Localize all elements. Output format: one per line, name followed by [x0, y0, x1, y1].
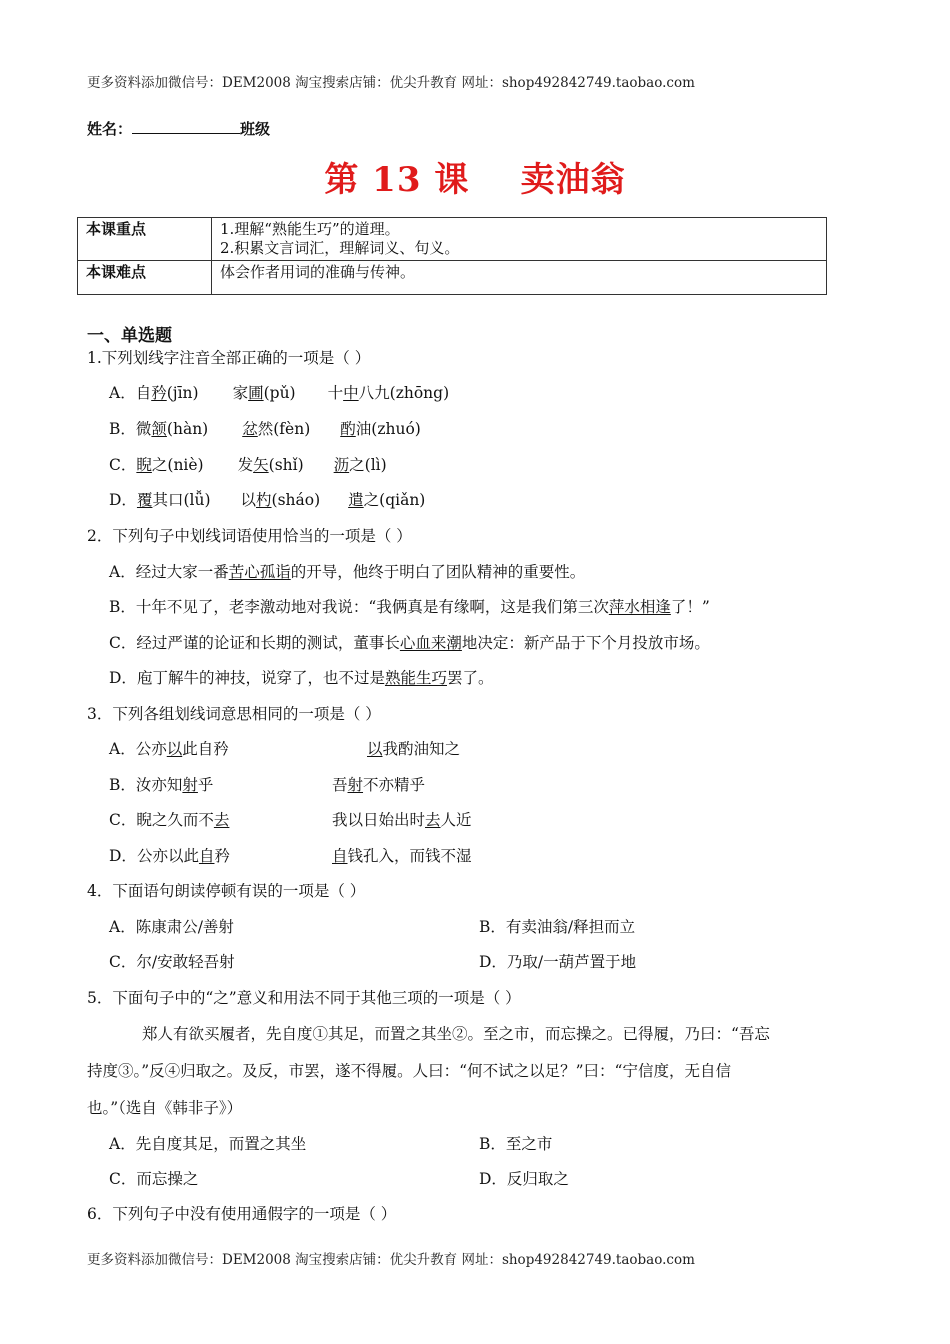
- option-letter: A．: [109, 740, 136, 758]
- q3-option-a[interactable]: [109, 739, 229, 759]
- option-letter: D．: [109, 669, 137, 687]
- text: 公亦以此: [136, 847, 199, 865]
- underlined-phrase: 熟能生巧: [384, 669, 447, 687]
- text: 人近: [440, 811, 472, 829]
- underlined-char: 射: [182, 776, 198, 794]
- underlined-char: 矜: [151, 384, 167, 402]
- text: 庖丁解牛的神技，说穿了，也不过是: [136, 669, 385, 687]
- option-letter: D．: [109, 847, 137, 865]
- q3-option-d[interactable]: [109, 846, 230, 866]
- page-footer: 更多资料添加微信号：DEM2008 淘宝搜索店铺：优尖升教育 网址：shop492842749.taobao.com: [87, 1252, 695, 1268]
- underlined-char: 以: [166, 740, 183, 758]
- q3-option-d-right: [332, 846, 472, 866]
- text: 钱孔入，而钱不湿: [347, 847, 472, 865]
- page-header: 更多资料添加微信号：DEM2008 淘宝搜索店铺：优尖升教育 网址：shop492842749.taobao.com: [87, 75, 695, 91]
- lesson-info-table: [77, 217, 827, 295]
- q2-option-c[interactable]: [109, 633, 710, 653]
- q5-passage-line: 持度③。”反④归取之。及反，市罢，遂不得履。人曰：“何不试之以足？”曰：“宁信度，无自信: [87, 1062, 731, 1080]
- underlined-char: 以: [367, 740, 383, 758]
- text: 公亦: [135, 740, 167, 758]
- text: 十年不见了，老李激动地对我说：“我俩真是有缘啊，这是我们第三次: [135, 598, 609, 616]
- text: 的开导，他终于明白了团队精神的重要性。: [290, 563, 586, 581]
- underlined-char: 去: [213, 811, 230, 829]
- pinyin: 之(niè): [151, 456, 204, 474]
- q2-option-d[interactable]: [109, 668, 493, 688]
- q4-option-c[interactable]: C．尔/安敢轻吾射: [109, 953, 235, 971]
- text: 了！”: [670, 598, 710, 616]
- q5-passage-line: 也。”（选自《韩非子》）: [87, 1099, 243, 1117]
- text: 自: [135, 384, 152, 402]
- pinyin: 之(lì): [349, 456, 387, 474]
- q1-stem: 1.下列划线字注音全部正确的一项是（ ）: [87, 349, 371, 367]
- table-row: [78, 218, 827, 261]
- pinyin: 其口(lǚ): [152, 491, 211, 509]
- pinyin: (shǐ): [268, 456, 304, 474]
- q3-option-b[interactable]: [109, 775, 213, 795]
- difficult-points-label: 本课难点: [78, 261, 212, 295]
- text: 以: [240, 491, 257, 509]
- text: 睨之久而不: [136, 811, 214, 829]
- underlined-char: 杓: [256, 491, 272, 509]
- q2-option-a[interactable]: [109, 562, 585, 582]
- text: 微: [135, 420, 152, 438]
- q3-option-b-right: [332, 775, 425, 795]
- q3-option-a-right: [367, 739, 460, 759]
- name-class-line: [87, 118, 270, 139]
- pinyin: 然(fèn): [257, 420, 311, 438]
- text: 乎: [197, 776, 214, 794]
- text: 发: [237, 456, 254, 474]
- text: 我酌油知之: [382, 740, 461, 758]
- q4-option-a[interactable]: A．陈康肃公/善射: [109, 918, 234, 936]
- underlined-char: 酌: [340, 420, 356, 438]
- q5-option-d[interactable]: D．反归取之: [479, 1170, 569, 1188]
- underlined-char: 圃: [248, 384, 264, 402]
- underlined-char: 沥: [333, 456, 350, 474]
- text: 罢了。: [446, 669, 494, 687]
- underlined-char: 颔: [151, 420, 167, 438]
- q1-option-b[interactable]: [109, 419, 421, 439]
- q4-stem: 4．下面语句朗读停顿有误的一项是（ ）: [87, 882, 366, 900]
- q3-option-c[interactable]: [109, 810, 229, 830]
- pinyin: (sháo): [271, 491, 321, 509]
- key-point-2: 2.积累文言词汇，理解词义、句义。: [220, 239, 460, 257]
- text: 吾: [332, 776, 348, 794]
- underlined-char: 矢: [253, 456, 269, 474]
- option-letter: C．: [109, 811, 137, 829]
- name-label: 姓名：: [87, 120, 133, 138]
- table-row: [78, 261, 827, 295]
- underlined-char: 遣: [348, 491, 364, 509]
- q5-stem: 5．下面句子中的“之”意义和用法不同于其他三项的一项是（ ）: [87, 989, 521, 1007]
- q3-stem: 3．下列各组划线词意思相同的一项是（ ）: [87, 705, 381, 723]
- text: 经过严谨的论证和长期的测试，董事长: [136, 634, 400, 652]
- q1-option-d[interactable]: [109, 490, 425, 510]
- name-blank[interactable]: [132, 119, 240, 134]
- underlined-phrase: 心血来潮: [399, 634, 462, 652]
- text: 我以日始出时: [332, 811, 426, 829]
- pinyin: (pǔ): [263, 384, 296, 402]
- class-label: 班级: [240, 120, 271, 138]
- q4-option-d[interactable]: D．乃取/一葫芦置于地: [479, 953, 637, 971]
- key-points-content: [212, 218, 827, 261]
- option-letter: D．: [109, 491, 137, 509]
- option-letter: B．: [109, 776, 136, 794]
- underlined-phrase: 苦心孤诣: [228, 563, 291, 581]
- difficult-points-content: 体会作者用词的准确与传神。: [212, 261, 827, 295]
- underlined-phrase: 萍水相逢: [608, 598, 671, 616]
- pinyin: (hàn): [166, 420, 209, 438]
- q1-option-a[interactable]: [109, 383, 449, 403]
- option-letter: A．: [109, 563, 136, 581]
- lesson-title: 第 13 课 卖油翁: [324, 160, 626, 200]
- underlined-char: 覆: [136, 491, 153, 509]
- option-letter: B．: [109, 420, 136, 438]
- q5-option-a[interactable]: A．先自度其足，而置之其坐: [109, 1135, 307, 1153]
- text: 十: [327, 384, 344, 402]
- q3-option-c-right: [332, 810, 472, 830]
- text: 此自矜: [182, 740, 229, 758]
- underlined-char: 睨: [136, 456, 152, 474]
- key-points-label: 本课重点: [78, 218, 212, 261]
- q1-option-c[interactable]: [109, 455, 387, 475]
- word: 家: [232, 384, 249, 402]
- q4-option-b[interactable]: B．有卖油翁/释担而立: [479, 918, 636, 936]
- option-letter: C．: [109, 634, 137, 652]
- q2-option-b[interactable]: [109, 597, 710, 617]
- q6-stem: 6．下列句子中没有使用通假字的一项是（ ）: [87, 1205, 397, 1223]
- underlined-char: 忿: [242, 420, 258, 438]
- option-letter: C．: [109, 456, 137, 474]
- text: 汝亦知: [135, 776, 183, 794]
- text: 经过大家一番: [135, 563, 229, 581]
- q2-stem: 2．下列句子中划线词语使用恰当的一项是（ ）: [87, 527, 412, 545]
- underlined-char: 自: [198, 847, 215, 865]
- pinyin: 之(qiǎn): [363, 491, 426, 509]
- text: 地决定：新产品于下个月投放市场。: [461, 634, 710, 652]
- underlined-char: 射: [347, 776, 364, 794]
- q5-option-b[interactable]: B．至之市: [479, 1135, 553, 1153]
- q5-option-c[interactable]: C．而忘操之: [109, 1170, 199, 1188]
- option-letter: A．: [109, 384, 136, 402]
- underlined-char: 去: [425, 811, 441, 829]
- text: 不亦精乎: [363, 776, 426, 794]
- underlined-char: 自: [332, 847, 348, 865]
- underlined-char: 中: [343, 384, 359, 402]
- text: 矜: [214, 847, 230, 865]
- pinyin: 八九(zhōng): [358, 384, 450, 402]
- pinyin: (jīn): [166, 384, 199, 402]
- q5-passage-line: 郑人有欲买履者，先自度①其足，而置之其坐②。至之市，而忘操之。已得履，乃曰：“吾忘: [142, 1025, 770, 1043]
- section-title: 一、单选题: [87, 326, 172, 346]
- key-point-1: 1.理解“熟能生巧”的道理。: [220, 220, 400, 238]
- pinyin: 油(zhuó): [355, 420, 421, 438]
- option-letter: B．: [109, 598, 136, 616]
